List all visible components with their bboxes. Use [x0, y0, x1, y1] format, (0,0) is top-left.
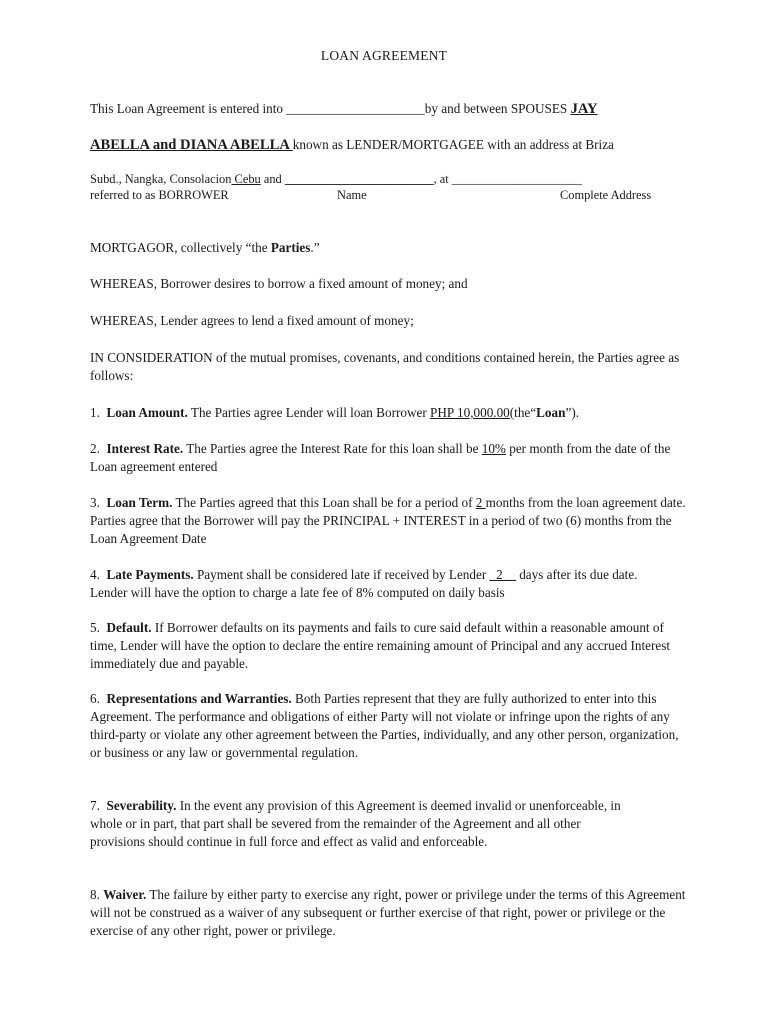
clause-text: The failure by either party to exercise any right, power or privilege under the terms of this Agreement will not be construed as a waiver of any subsequent or further exercise of that right, power or privilege or the exercise of any other right, power or privilege. — [90, 887, 686, 938]
clause-number: 8. — [90, 887, 100, 902]
clause-number: 7. — [90, 798, 100, 813]
clause-text: In the event any provision of this Agreement is deemed invalid or unenforceable, in whole or in part, that part shall be severed from the remainder of the Agreement and all other provisions should continue in full force and effect as valid and enforceable. — [90, 798, 621, 849]
clause-number: 4. — [90, 567, 100, 582]
clause-heading: Waiver. — [103, 887, 147, 902]
intro-text: , at — [433, 172, 452, 186]
clause-text: The Parties agreed that this Loan shall be for a period of — [172, 495, 476, 510]
lender-name: JAY — [570, 101, 598, 117]
clause-heading: Severability. — [106, 798, 177, 813]
loan-term: Loan — [536, 405, 566, 420]
clause-text: per month from the date of the Loan agreement entered — [90, 441, 671, 474]
clause-7 — [90, 797, 630, 851]
clause-5 — [90, 619, 688, 673]
clause-4 — [90, 566, 672, 602]
clause-text: days after its due date. Lender will have the option to charge a late fee of 8% computed on daily basis — [90, 567, 638, 600]
clause-text: Payment shall be considered late if received by Lender — [193, 567, 490, 582]
clause-heading: Interest Rate. — [106, 441, 184, 456]
intro-line-1 — [90, 100, 598, 118]
clause-3 — [90, 494, 686, 548]
borrower-address-blank: _____________________ — [451, 172, 582, 186]
document-title: LOAN AGREEMENT — [320, 48, 448, 63]
mortgagor-text: .” — [310, 240, 320, 255]
intro-line-4 — [90, 186, 229, 204]
clause-text: The Parties agree Lender will loan Borrower — [187, 405, 431, 420]
clause-2 — [90, 440, 672, 476]
clause-text: (the“ — [509, 405, 537, 420]
clause-heading: Loan Term. — [106, 495, 173, 510]
address-caption: Complete Address — [560, 188, 652, 202]
intro-text: known as LENDER/MORTGAGEE with an address at Briza — [292, 137, 614, 152]
clause-text: ”). — [565, 405, 580, 420]
lender-address: Subd., Nangka, Consolacion — [90, 172, 232, 186]
clause-1 — [90, 404, 690, 422]
intro-text: by and between SPOUSES — [424, 101, 571, 116]
borrower-name-blank: ________________________ — [284, 172, 434, 186]
clause-text: The Parties agree the Interest Rate for this loan shall be — [183, 441, 482, 456]
lender-city: Cebu — [231, 172, 261, 186]
date-blank: _____________________ — [286, 101, 425, 116]
clause-6 — [90, 690, 680, 762]
intro-line-2 — [90, 136, 614, 154]
clause-heading: Default. — [106, 620, 152, 635]
borrower-label: referred to as BORROWER — [90, 188, 229, 202]
clause-heading: Late Payments. — [106, 567, 194, 582]
whereas-1: WHEREAS, Borrower desires to borrow a fixed amount of money; and — [90, 276, 468, 291]
clause-text: Both Parties represent that they are fully authorized to enter into this Agreement. The performance and obligations of either Party will not violate or infringe upon the rights of any third-party or violate any other agreement between the Parties, individually, and any other person, organization, or business or any law or governmental regulation. — [90, 691, 679, 760]
whereas-2: WHEREAS, Lender agrees to lend a fixed amount of money; — [90, 313, 414, 328]
clause-8 — [90, 886, 688, 940]
interest-rate: 10% — [481, 441, 506, 456]
clause-text: months from the loan agreement date. Parties agree that the Borrower will pay the PRINCIPAL + INTEREST in a period of two (6) months from the Loan Agreement Date — [90, 495, 686, 546]
clause-number: 3. — [90, 495, 100, 510]
clause-heading: Loan Amount. — [106, 405, 188, 420]
parties-term: Parties — [270, 240, 311, 255]
late-days: _2__ — [489, 567, 516, 582]
intro-text: This Loan Agreement is entered into — [90, 101, 287, 116]
name-caption: Name — [337, 188, 367, 202]
mortgagor-text: MORTGAGOR, collectively “the — [90, 240, 271, 255]
clause-number: 1. — [90, 405, 100, 420]
mortgagor-line — [90, 239, 320, 257]
loan-months: 2 — [475, 495, 486, 510]
clause-heading: Representations and Warranties. — [106, 691, 292, 706]
intro-text: and — [260, 172, 285, 186]
clause-number: 6. — [90, 691, 100, 706]
clause-number: 2. — [90, 441, 100, 456]
lender-name: ABELLA and DIANA ABELLA — [90, 137, 293, 153]
clause-text: If Borrower defaults on its payments and fails to cure said default within a reasonable amount of time, Lender will have the option to declare the entire remaining amount of Principal and any accrued Interest immediately due and payable. — [90, 620, 671, 671]
consideration-paragraph: IN CONSIDERATION of the mutual promises, covenants, and conditions contained herein, the Parties agree as follows: — [90, 350, 680, 383]
clause-number: 5. — [90, 620, 100, 635]
loan-amount: PHP 10,000.00 — [430, 405, 510, 420]
